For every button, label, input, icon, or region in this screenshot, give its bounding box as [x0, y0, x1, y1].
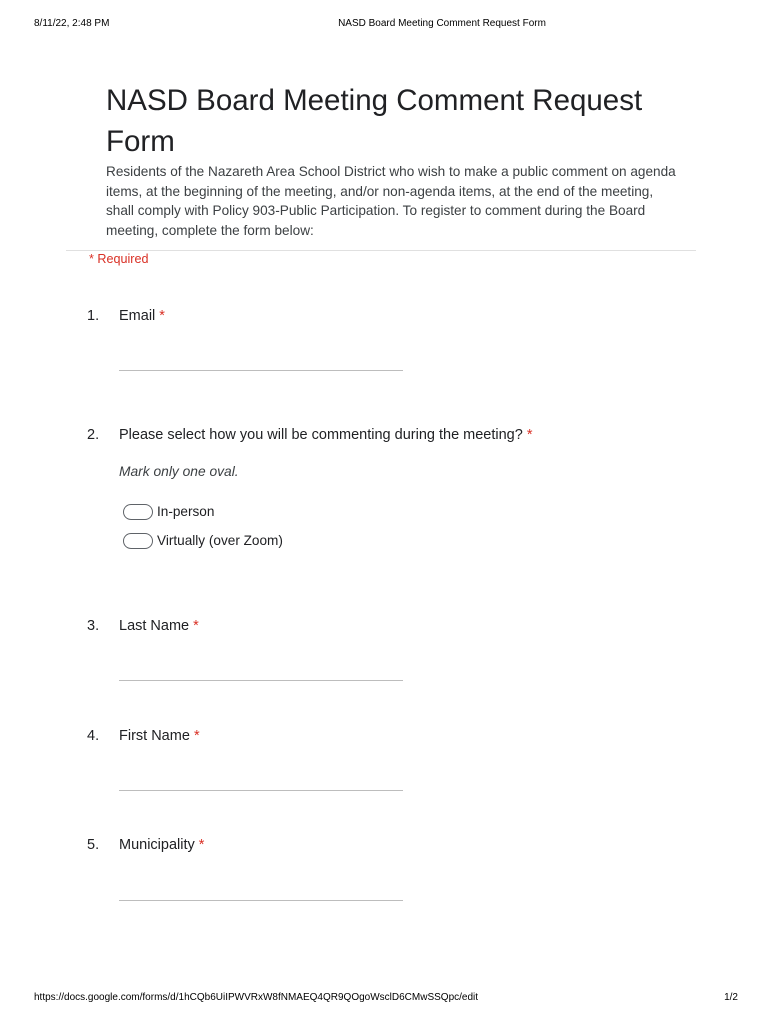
required-asterisk: *	[198, 837, 205, 853]
question-number: 3.	[87, 618, 100, 634]
radio-oval-icon[interactable]	[123, 533, 153, 549]
email-input[interactable]	[119, 370, 403, 371]
required-note: * Required	[89, 252, 149, 266]
required-asterisk: *	[526, 427, 533, 443]
page-indicator: 1/2	[724, 992, 738, 1003]
last-name-input[interactable]	[119, 680, 403, 681]
print-url[interactable]: https://docs.google.com/forms/d/1hCQb6UiIPWVRxW8fNMAEQ4QR9QOgoWsclD6CMwSSQpc/edit	[34, 992, 479, 1003]
required-asterisk: *	[193, 618, 199, 634]
question-hint: Mark only one oval.	[119, 464, 239, 479]
option-label: Virtually (over Zoom)	[157, 533, 283, 548]
required-asterisk: *	[193, 728, 200, 744]
question-label-text: Email	[119, 308, 156, 324]
question-number: 4.	[87, 728, 100, 744]
option-label: In-person	[157, 504, 215, 519]
question-label	[119, 618, 199, 634]
header-divider	[66, 250, 696, 251]
form-title: NASD Board Meeting Comment Request Form	[106, 84, 643, 158]
municipality-input[interactable]	[119, 900, 403, 901]
question-label-text: First Name	[119, 728, 190, 744]
question-label-text: Last Name	[119, 618, 190, 634]
required-asterisk: *	[159, 308, 165, 324]
print-datetime: 8/11/22, 2:48 PM	[34, 18, 110, 29]
question-label	[119, 427, 533, 443]
question-number: 5.	[87, 837, 100, 853]
question-label	[119, 308, 165, 324]
question-number: 2.	[87, 427, 100, 443]
question-label-text: Municipality	[119, 837, 195, 853]
question-label	[119, 728, 200, 744]
print-page-title: NASD Board Meeting Comment Request Form	[338, 18, 546, 29]
question-label	[119, 837, 204, 853]
question-number: 1.	[87, 308, 100, 324]
radio-oval-icon[interactable]	[123, 504, 153, 520]
first-name-input[interactable]	[119, 790, 403, 791]
question-label-text: Please select how you will be commenting during the meeting?	[119, 427, 523, 443]
form-description: Residents of the Nazareth Area School District who wish to make a public comment on agenda items, at the beginning of the meeting, and/or non-agenda items, at the end of the meeting, shall comply with Policy 903-Public Participation. To register to comment during the Board meeting, complete the form below:	[106, 164, 676, 238]
